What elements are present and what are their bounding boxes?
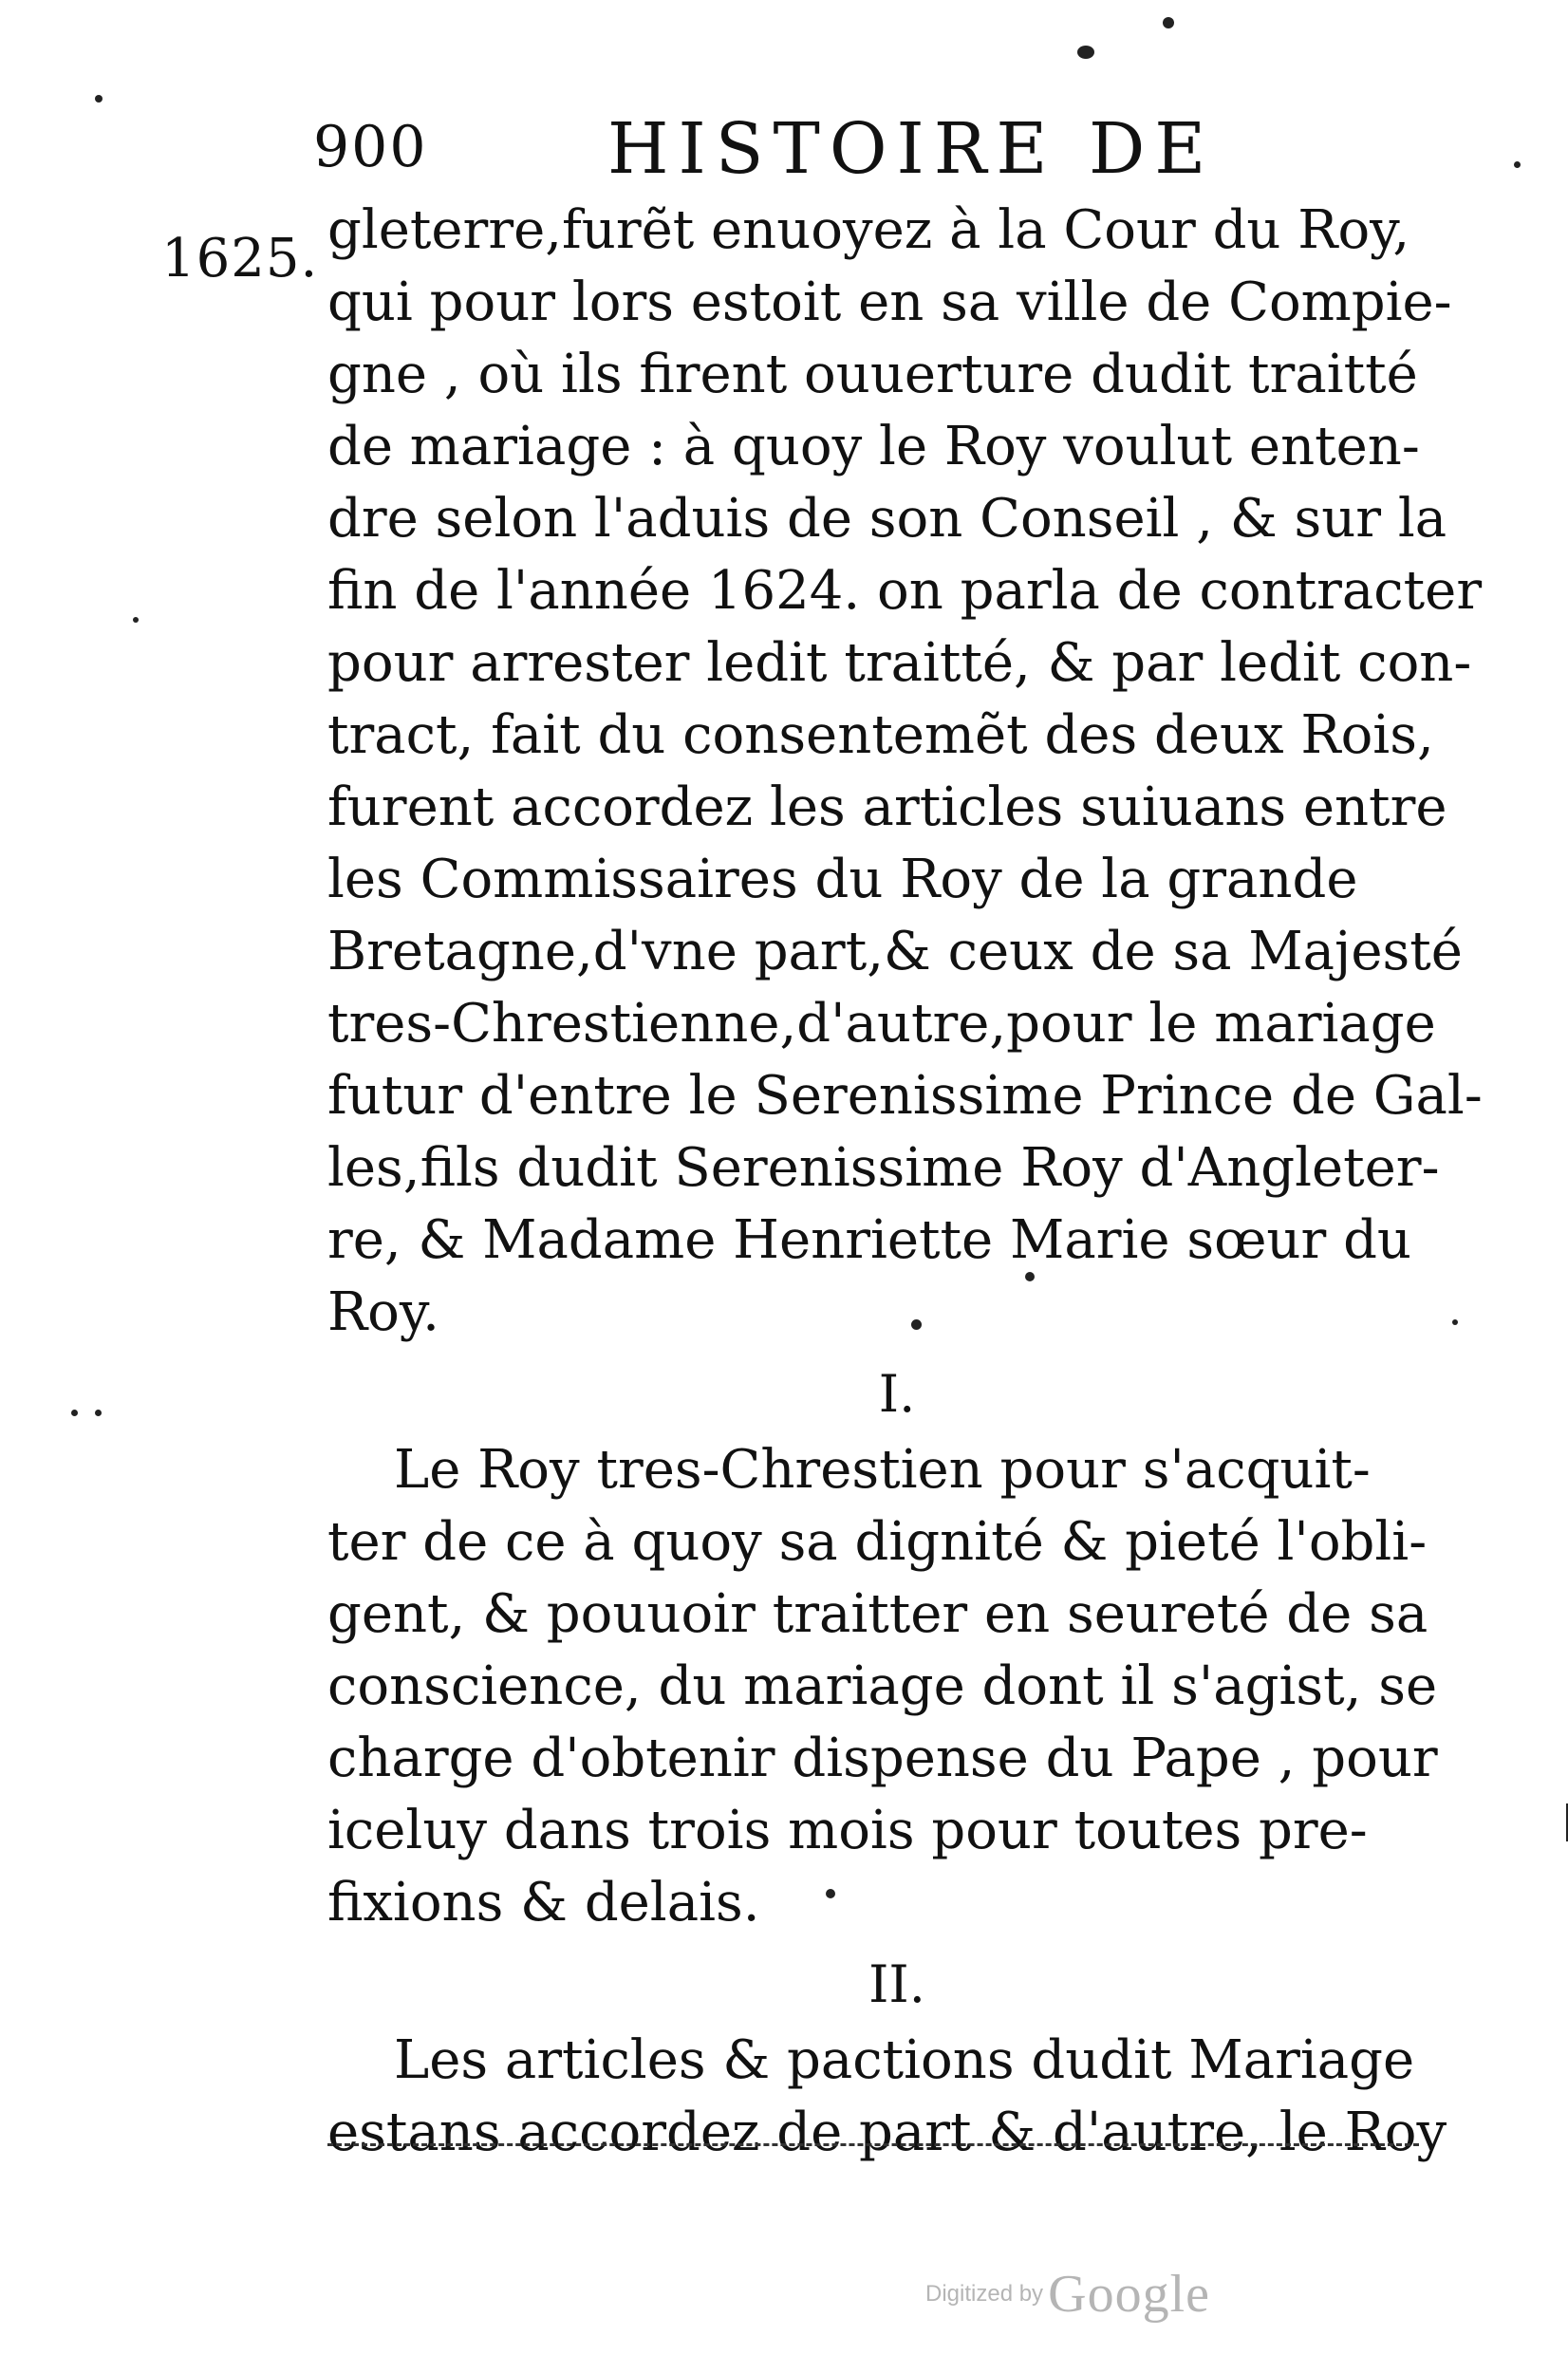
body-text — [327, 195, 1483, 2169]
text-line: ter de ce à quoy sa dignité & pieté l'obli- — [327, 1511, 1428, 1573]
text-line: les,fils dudit Serenissime Roy d'Angleter- — [327, 1137, 1440, 1199]
watermark-logo: Google — [1048, 2265, 1211, 2324]
text-line: dre selon l'aduis de son Conseil , & sur la — [327, 488, 1447, 550]
scan-speck — [133, 617, 139, 623]
watermark-prefix: Digitized by — [925, 2281, 1044, 2307]
text-line: gent, & pouuoir traitter en seureté de sa — [327, 1583, 1428, 1645]
page-number: 900 — [313, 114, 428, 180]
article-numeral: II. — [868, 1954, 925, 2014]
scan-speck — [71, 1410, 78, 1416]
text-line: fin de l'année 1624. on parla de contracter — [327, 560, 1483, 622]
scan-speck — [826, 1889, 835, 1898]
article-numeral: I. — [878, 1364, 916, 1424]
dashed-rule — [327, 2143, 1419, 2146]
text-line: charge d'obtenir dispense du Pape , pour — [327, 1728, 1438, 1789]
text-line: Bretagne,d'vne part,& ceux de sa Majesté — [327, 921, 1463, 982]
text-line: futur d'entre le Serenissime Prince de Gal- — [327, 1065, 1483, 1127]
running-title: HISTOIRE DE — [607, 108, 1216, 190]
text-line: fixions & delais. — [327, 1872, 760, 1934]
text-line: tract, fait du consentemẽt des deux Rois, — [327, 704, 1434, 766]
scan-speck — [95, 1410, 102, 1416]
scan-speck — [1025, 1272, 1035, 1281]
scan-speck — [1163, 17, 1174, 28]
text-line: les Commissaires du Roy de la grande — [327, 849, 1358, 910]
text-line: gleterre,furẽt enuoyez à la Cour du Roy, — [327, 199, 1410, 261]
scan-speck — [1452, 1319, 1458, 1325]
text-line: conscience, du mariage dont il s'agist, se — [327, 1655, 1438, 1717]
text-line: re, & Madame Henriette Marie sœur du — [327, 1209, 1411, 1271]
scan-speck — [911, 1319, 922, 1330]
text-line: tres-Chrestienne,d'autre,pour le mariage — [327, 993, 1436, 1055]
article-first-line: Le Roy tres-Chrestien pour s'acquit- — [394, 1439, 1371, 1501]
text-line: qui pour lors estoit en sa ville de Compie- — [327, 271, 1452, 333]
scan-speck — [95, 95, 103, 103]
digitized-watermark — [925, 2264, 1210, 2325]
scan-speck — [1514, 161, 1521, 168]
text-line: Roy. — [327, 1281, 439, 1343]
text-line: de mariage : à quoy le Roy voulut enten- — [327, 416, 1420, 477]
text-line: furent accordez les articles suiuans entre — [327, 776, 1447, 838]
scan-speck — [1077, 46, 1094, 59]
article-first-line: Les articles & pactions dudit Mariage — [394, 2029, 1415, 2091]
catchline: estans accordez de part & d'autre, le Roy — [327, 2102, 1447, 2163]
margin-year-note: 1625. — [161, 228, 319, 290]
page-header — [313, 108, 1262, 199]
text-line: pour arrester ledit traitté, & par ledit con- — [327, 632, 1472, 694]
text-line: iceluy dans trois mois pour toutes pre- — [327, 1800, 1368, 1861]
text-line: gne , où ils firent ouuerture dudit traitté — [327, 344, 1418, 405]
